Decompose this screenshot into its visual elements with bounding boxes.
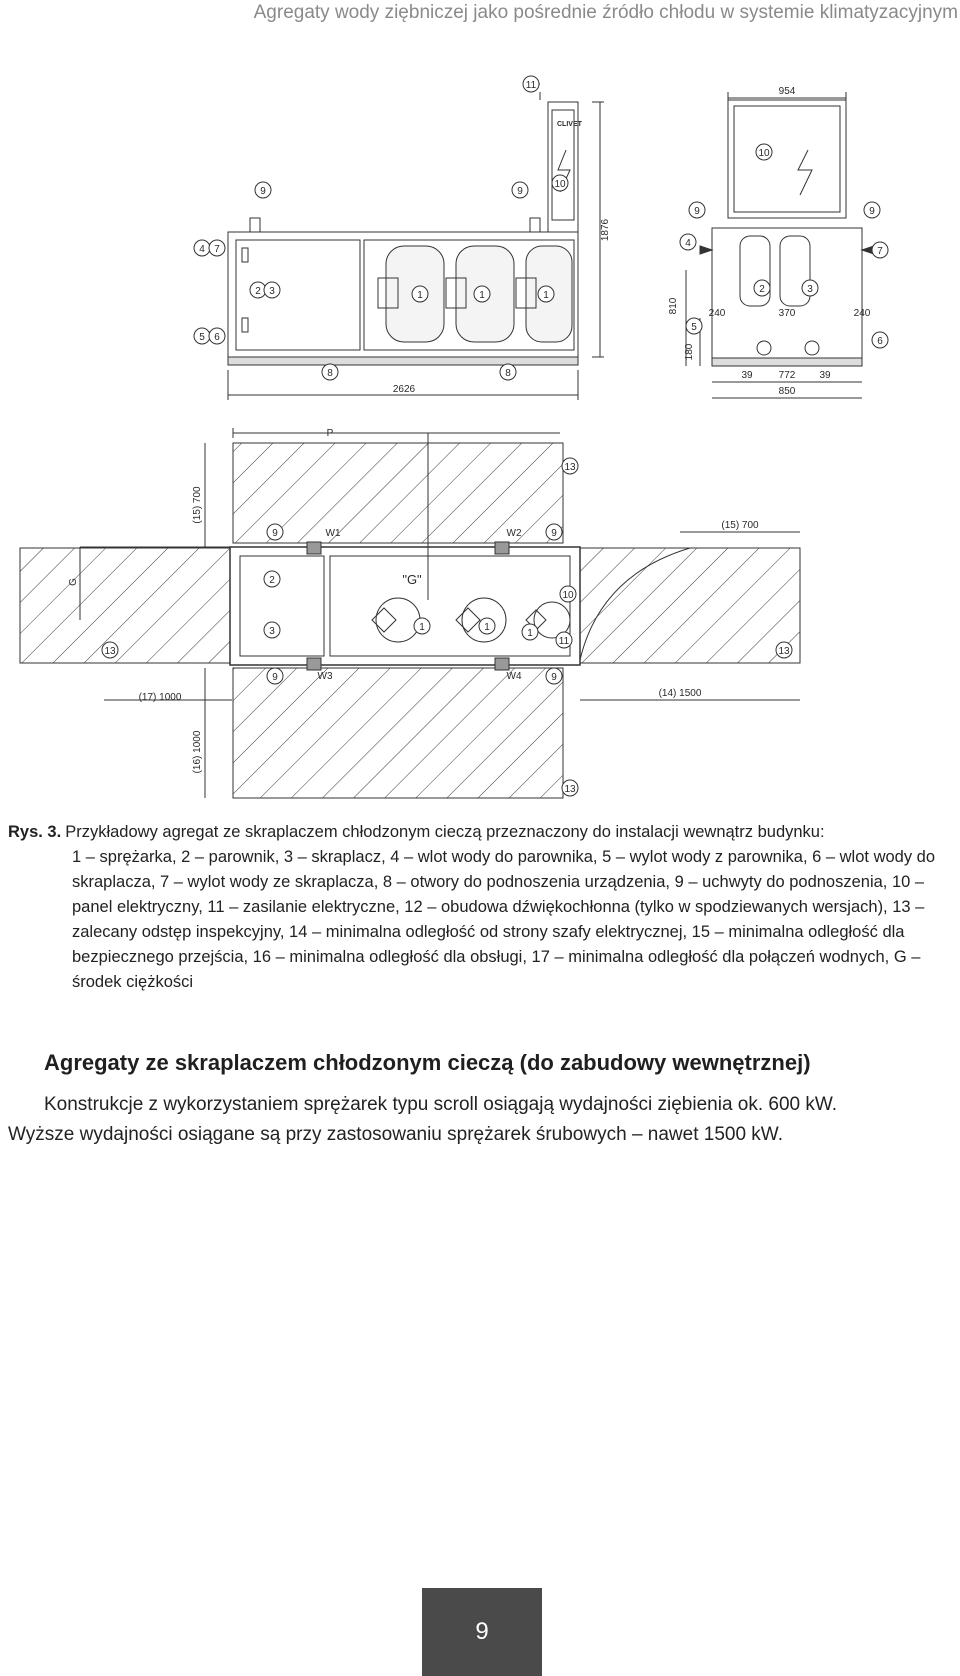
svg-text:2: 2 xyxy=(759,284,765,295)
svg-text:6: 6 xyxy=(877,336,883,347)
svg-text:3: 3 xyxy=(269,286,275,297)
svg-text:370: 370 xyxy=(778,308,796,319)
svg-text:1: 1 xyxy=(484,622,490,633)
svg-text:W1: W1 xyxy=(325,528,341,539)
svg-text:2: 2 xyxy=(269,575,275,586)
svg-text:9: 9 xyxy=(551,672,557,683)
plan-view xyxy=(20,428,800,798)
svg-text:(15) 700: (15) 700 xyxy=(721,520,759,531)
caption-label: Rys. 3. xyxy=(8,823,62,841)
svg-text:9: 9 xyxy=(272,528,278,539)
svg-text:954: 954 xyxy=(778,86,796,97)
svg-text:9: 9 xyxy=(272,672,278,683)
svg-text:(15) 700: (15) 700 xyxy=(192,486,203,524)
svg-text:13: 13 xyxy=(778,646,790,657)
svg-text:W2: W2 xyxy=(506,528,522,539)
svg-text:10: 10 xyxy=(554,179,566,190)
svg-text:4: 4 xyxy=(199,244,205,255)
svg-text:1: 1 xyxy=(527,628,533,639)
page-number-box xyxy=(422,1588,542,1676)
body-paragraph-2: Wyższe wydajności osiągane są przy zastosowaniu sprężarek śrubowych – nawet 1500 kW. xyxy=(8,1124,783,1145)
svg-text:8: 8 xyxy=(505,368,511,379)
svg-text:11: 11 xyxy=(525,80,537,91)
svg-text:240: 240 xyxy=(708,308,726,319)
dim-height: 1876 xyxy=(600,218,611,242)
svg-text:13: 13 xyxy=(104,646,116,657)
svg-text:13: 13 xyxy=(564,784,576,795)
svg-text:(14) 1500: (14) 1500 xyxy=(658,688,702,699)
svg-text:8: 8 xyxy=(327,368,333,379)
svg-text:6: 6 xyxy=(214,332,220,343)
svg-text:9: 9 xyxy=(869,206,875,217)
svg-text:9: 9 xyxy=(694,206,700,217)
page-number: 9 xyxy=(475,1618,489,1645)
svg-text:10: 10 xyxy=(562,590,574,601)
svg-text:13: 13 xyxy=(564,462,576,473)
svg-text:"G": "G" xyxy=(402,572,422,587)
svg-text:G: G xyxy=(68,578,79,586)
svg-text:(16) 1000: (16) 1000 xyxy=(192,730,203,774)
svg-text:39: 39 xyxy=(741,370,753,381)
figure-caption xyxy=(8,820,948,995)
svg-text:2: 2 xyxy=(255,286,261,297)
side-view xyxy=(228,84,604,400)
caption-first-line: Przykładowy agregat ze skraplaczem chłodzonym cieczą przeznaczony do instalacji wewnątrz budynku: xyxy=(65,823,825,841)
body-paragraph-1: Konstrukcje z wykorzystaniem sprężarek typu scroll osiągają wydajności ziębienia ok. 600 kW. xyxy=(44,1094,838,1115)
section-heading: Agregaty ze skraplaczem chłodzonym cieczą (do zabudowy wewnętrznej) xyxy=(44,1050,811,1075)
svg-text:1: 1 xyxy=(479,290,485,301)
svg-text:11: 11 xyxy=(558,636,570,647)
svg-text:3: 3 xyxy=(807,284,813,295)
running-header: Agregaty wody ziębniczej jako pośrednie źródło chłodu w systemie klimatyzacyjnym xyxy=(253,2,958,23)
svg-text:772: 772 xyxy=(778,370,796,381)
svg-text:10: 10 xyxy=(758,148,770,159)
svg-text:W3: W3 xyxy=(317,671,333,682)
svg-text:W4: W4 xyxy=(506,671,522,682)
svg-text:9: 9 xyxy=(517,186,523,197)
svg-text:240: 240 xyxy=(853,308,871,319)
svg-text:3: 3 xyxy=(269,626,275,637)
front-view xyxy=(686,92,874,398)
caption-body: 1 – sprężarka, 2 – parownik, 3 – skraplacz, 4 – wlot wody do parownika, 5 – wylot wody z parownika, 6 – wlot wody do skraplacza, 7 – wylot wody ze skraplacza, 8 – otwory do podnoszenia urządzenia, 9 – uchwyty do podnoszenia, 10 – panel elektryczny, 11 – zasilanie elektryczne, 12 – obudowa dźwiękochłonna (tylko w spodziewanych wersjach), 13 – zalecany odstęp inspekcyjny, 14 – minimalna odległość od strony szafy elektrycznej, 15 – minimalna odległość dla bezpiecznego przejścia, 16 – minimalna odległość dla obsługi, 17 – minimalna odległość dla połączeń wodnych, G – środek ciężkości xyxy=(72,848,936,991)
svg-text:P: P xyxy=(326,428,334,439)
svg-text:9: 9 xyxy=(260,186,266,197)
svg-text:180: 180 xyxy=(684,343,695,361)
svg-text:4: 4 xyxy=(685,238,691,249)
svg-text:1: 1 xyxy=(417,290,423,301)
svg-text:9: 9 xyxy=(551,528,557,539)
dim-length: 2626 xyxy=(392,384,416,395)
technical-drawing xyxy=(0,0,960,810)
svg-text:850: 850 xyxy=(778,386,796,397)
svg-text:1: 1 xyxy=(543,290,549,301)
svg-text:(17) 1000: (17) 1000 xyxy=(138,692,182,703)
svg-text:5: 5 xyxy=(691,322,697,333)
svg-text:810: 810 xyxy=(668,297,679,315)
svg-text:1: 1 xyxy=(419,622,425,633)
svg-text:5: 5 xyxy=(199,332,205,343)
svg-text:7: 7 xyxy=(877,246,883,257)
svg-text:7: 7 xyxy=(214,244,220,255)
svg-text:39: 39 xyxy=(819,370,831,381)
brand-label: CLIVET xyxy=(557,121,582,128)
